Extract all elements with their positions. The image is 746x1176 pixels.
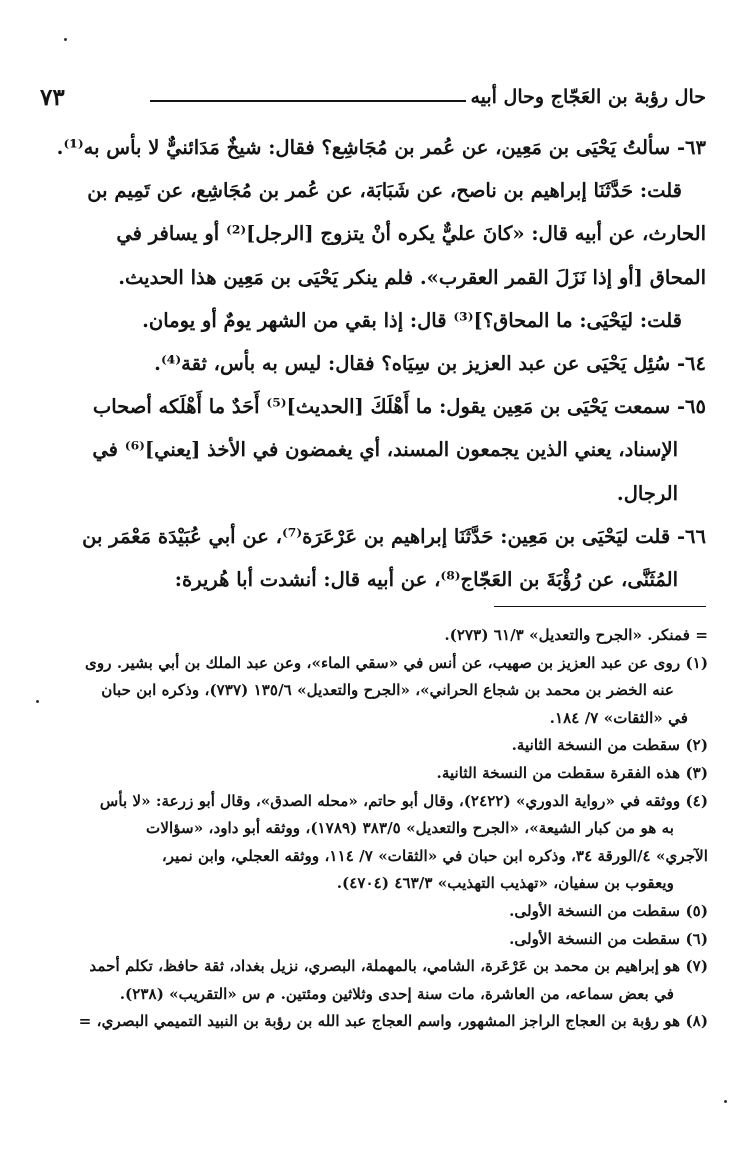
footnote-continuation: = فمنكر. «الجرح والتعديل» ٦١/٣ (٢٧٣). xyxy=(444,626,708,644)
footnote-line: في «الثقات» ٧/ ١٨٤. xyxy=(549,708,688,727)
footnote-4: (٤) ووثقه في «رواية الدوري» (٢٤٢٢)، وقال أبو حاتم، «محله الصدق»، وقال أبو زرعة: «لا بأس xyxy=(99,791,708,810)
text-line: قلت: حَدَّثَنَا إبراهيم بن ناصح، عن شَبَابَة، عن عُمر بن مُجَاشِع، عن تَمِيم بن xyxy=(87,179,682,203)
footnote-3: (٣) هذه الفقرة سقطت من النسخة الثانية. xyxy=(436,763,708,782)
text-line: الحارث، عن أبيه قال: «كانَ عليٌّ يكره أنْ يتزوج [الرجل]⁽²⁾ أو يسافر في xyxy=(116,222,706,246)
header-rule xyxy=(150,100,466,102)
speck xyxy=(64,38,67,41)
text-line: الرجال. xyxy=(616,481,678,505)
footnote-2: (٢) سقطت من النسخة الثانية. xyxy=(511,736,708,755)
page-number: ٧٣ xyxy=(40,84,65,111)
text-line: قلت: ليَحْيَى: ما المحاق؟]⁽³⁾ قال: إذا بقي من الشهر يومٌ أو يومان. xyxy=(142,308,682,332)
footnote-7: (٧) هو إبراهيم بن محمد بن عَرْعَرة، الشامي، بالمهملة، البصري، نزيل بغداد، ثقة حافظ، تكلم أحمد xyxy=(89,957,708,976)
page-header xyxy=(40,86,706,118)
text-line: الإسناد، يعني الذين يجمعون المسند، أي يغمضون في الأخذ [يعني]⁽⁶⁾ في xyxy=(92,438,678,462)
footnotes xyxy=(38,622,708,1036)
footnote-line: ويعقوب بن سفيان، «تهذيب التهذيب» ٤٦٣/٣ (٤٧٠٤). xyxy=(336,874,674,893)
speck xyxy=(724,1100,727,1103)
main-text xyxy=(40,126,706,601)
footnote-8: (٨) هو رؤبة بن العجاج الراجز المشهور، واسم العجاج عبد الله بن رؤبة بن النبيد التميمي البصري، = xyxy=(78,1012,708,1031)
paragraph-63: ٦٣- سألتُ يَحْيَى بن مَعِين، عن عُمر بن مُجَاشِع؟ فقال: شيخٌ مَدَائنيٌّ لا بأس به⁽¹⁾. xyxy=(56,136,706,159)
paragraph-65: ٦٥- سمعت يَحْيَى بن مَعِين يقول: ما أَهْلَكَ [الحديث]⁽⁵⁾ أَحَدٌ ما أَهْلَكه أصحاب xyxy=(92,395,706,419)
footnote-separator xyxy=(494,606,706,607)
running-title: حال رؤبة بن العَجّاج وحال أبيه xyxy=(470,86,706,108)
text-line: المُثَنَّى، عن رُؤْبَةَ بن العَجّاج⁽⁸⁾، عن أبيه قال: أنشدت أبا هُريرة: xyxy=(174,568,678,592)
footnote-line: عنه الخضر بن محمد بن شجاع الحراني»، «الجرح والتعديل» ١٣٥/٦ (٧٣٧)، وذكره ابن حبان xyxy=(101,681,674,700)
paragraph-66: ٦٦- قلت ليَحْيَى بن مَعِين: حَدَّثَنَا إبراهيم بن عَرْعَرَة⁽⁷⁾، عن أبي عُبَيْدَة مَعْمَر بن xyxy=(82,524,706,548)
footnote-5: (٥) سقطت من النسخة الأولى. xyxy=(509,901,708,920)
footnote-line: الآجري» ٤/الورقة ٣٤، وذكره ابن حبان في «الثقات» ٧/ ١١٤، ووثقه العجلي، وابن نمير، xyxy=(161,846,708,865)
footnote-line: به هو من كبار الشيعة»، «الجرح والتعديل» ٣٨٣/٥ (١٧٨٩)، ووثقه أبو داود، «سؤالات xyxy=(146,819,674,838)
footnote-line: في بعض سماعه، من العاشرة، مات سنة إحدى وثلاثين ومئتين. م س «التقريب» (٢٣٨). xyxy=(119,984,674,1003)
footnote-6: (٦) سقطت من النسخة الأولى. xyxy=(509,929,708,948)
paragraph-64: ٦٤- سُئِل يَحْيَى عن عبد العزيز بن سِيَاه؟ فقال: ليس به بأس، ثقة⁽⁴⁾. xyxy=(154,352,706,376)
text-line: المحاق [أو إذا نَزَلَ القمر العقرب». فلم ينكر يَحْيَى بن مَعِين هذا الحديث. xyxy=(118,265,706,289)
footnote-1: (١) روى عن عبد العزيز بن صهيب، عن أنس في «سقي الماء»، وعن عبد الملك بن أبي بشير. روى xyxy=(85,653,708,672)
